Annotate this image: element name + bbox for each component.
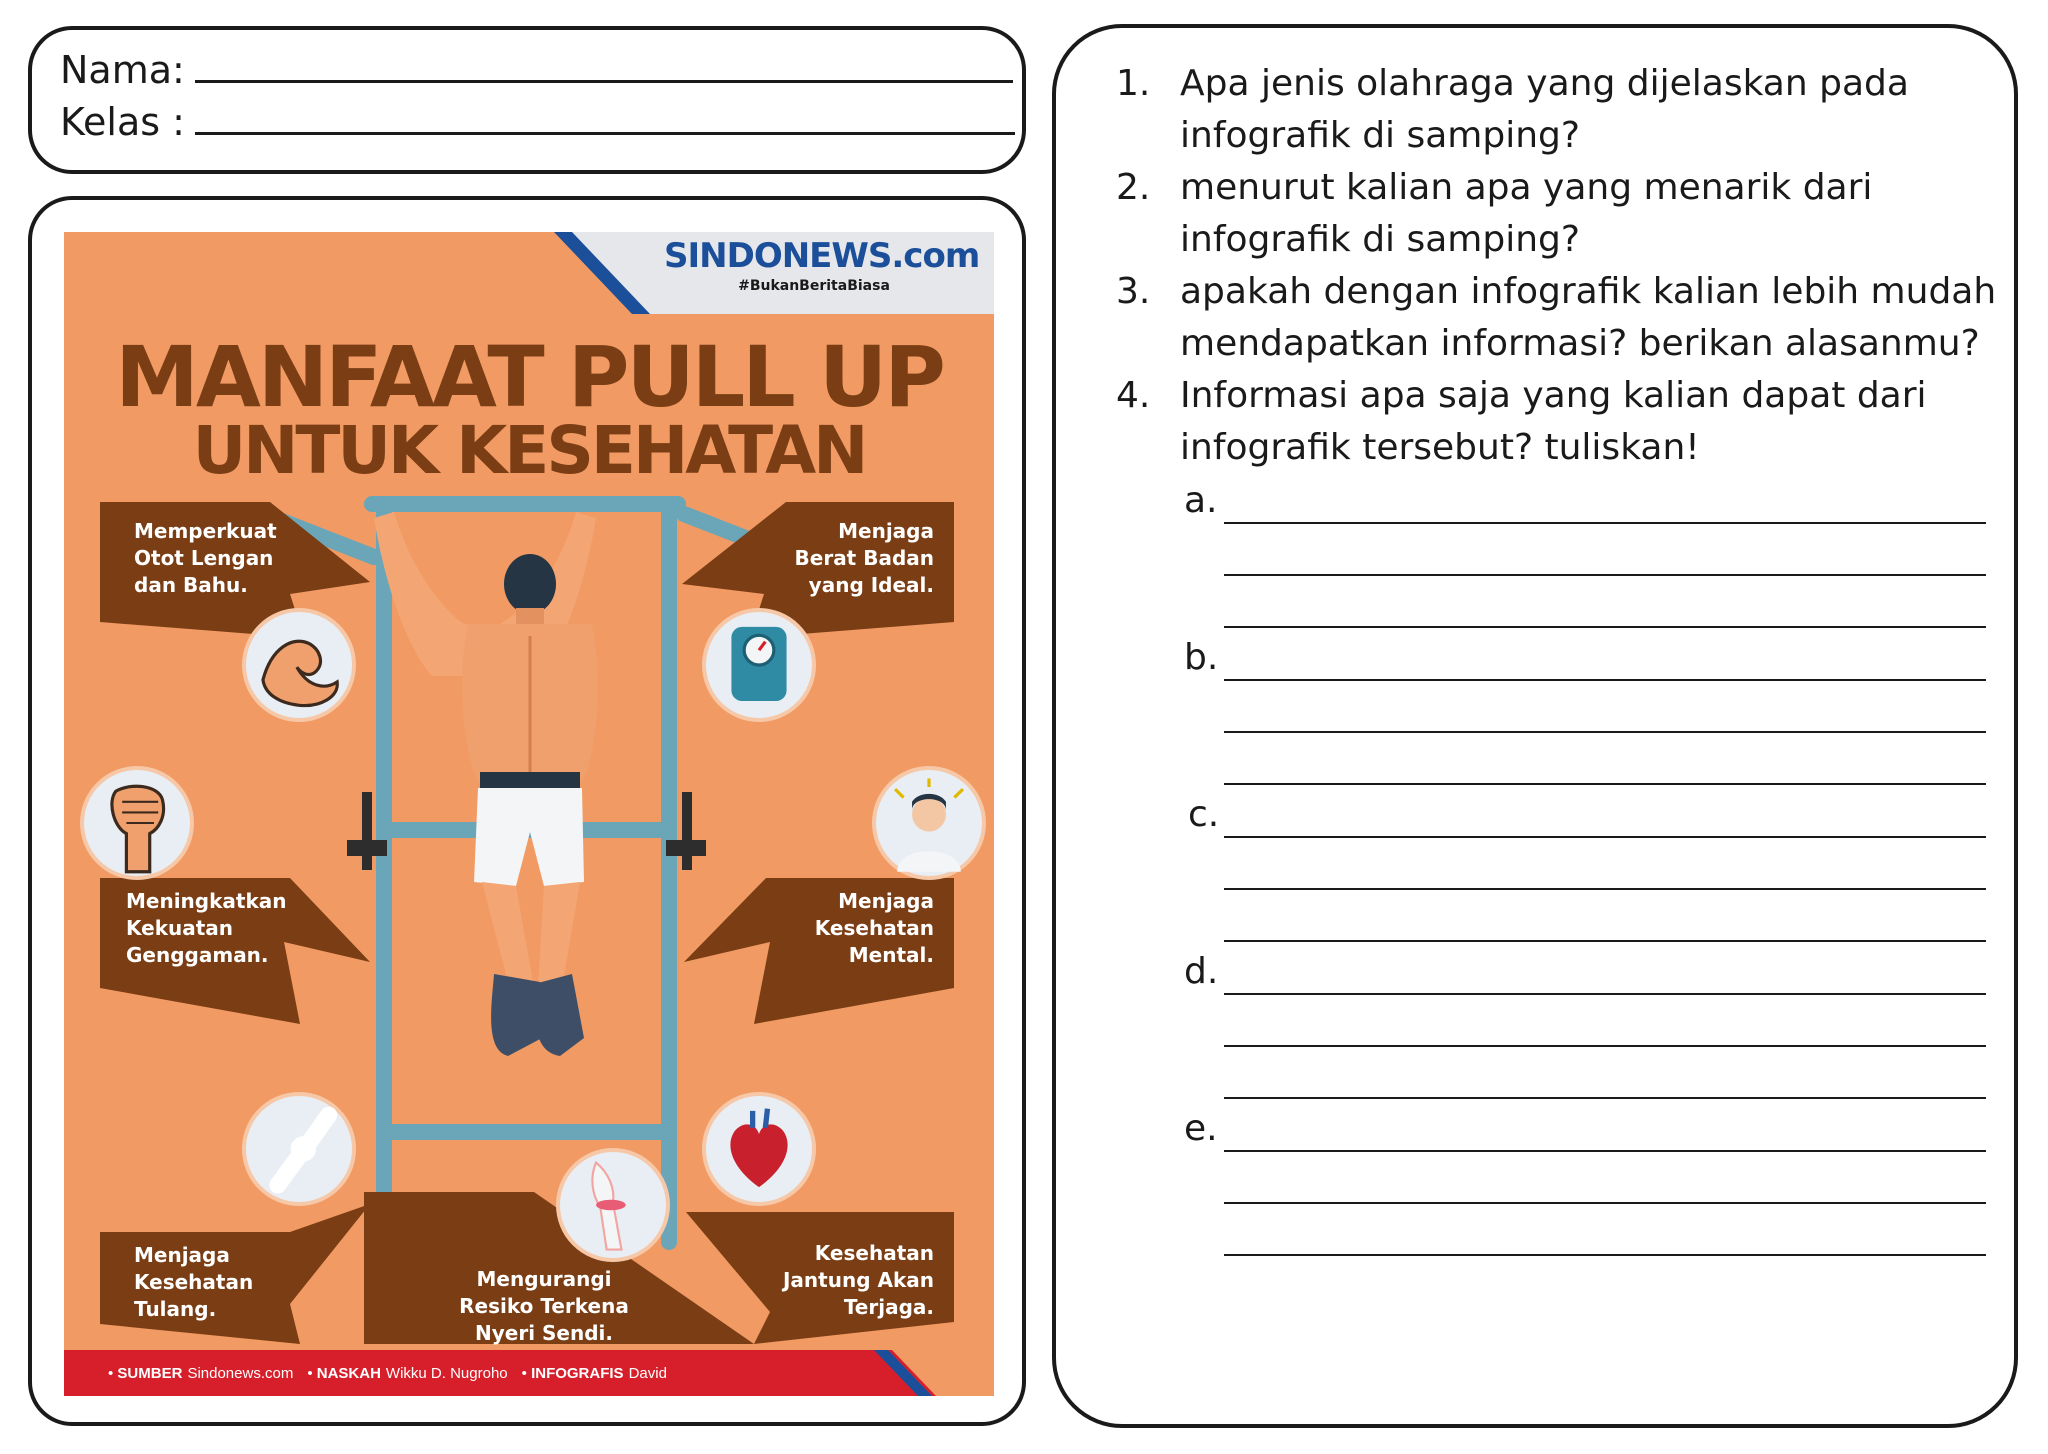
weighing-scale-icon (702, 608, 816, 722)
name-field-row (60, 48, 1013, 92)
answer-c-line-1[interactable] (1224, 836, 1986, 838)
infographic-title-line2: UNTUK KESEHATAN (192, 412, 866, 489)
name-field[interactable] (195, 80, 1013, 83)
answer-a-line-2[interactable] (1224, 574, 1986, 576)
knee-joint-icon (556, 1148, 670, 1262)
benefit-text-mental: Menjaga Kesehatan Mental. (814, 889, 934, 967)
answer-b-line-2[interactable] (1224, 731, 1986, 733)
footer-stripe (874, 1350, 994, 1396)
answer-c-line-3[interactable] (1224, 940, 1986, 942)
athlete-illustration (374, 512, 598, 1056)
question-3-number: 3. (1116, 271, 1151, 312)
question-1-number: 1. (1116, 63, 1151, 104)
answer-e-line-1[interactable] (1224, 1150, 1986, 1152)
answer-c-line-2[interactable] (1224, 888, 1986, 890)
benefit-text-weight: Menjaga Berat Badan yang Ideal. (794, 519, 934, 597)
bone-joint-icon (242, 1092, 356, 1206)
heart-icon (702, 1092, 816, 1206)
credit-designer: • INFOGRAFIS David (521, 1364, 667, 1382)
answer-a-label: a. (1184, 480, 1218, 521)
infographic-credits (64, 1350, 994, 1396)
name-label: Nama: (60, 48, 185, 92)
answer-b-label: b. (1184, 637, 1219, 678)
benefit-text-arm: Memperkuat Otot Lengan dan Bahu. (134, 519, 277, 597)
question-4-number: 4. (1116, 375, 1151, 416)
credit-writer: • NASKAH Wikku D. Nugroho (307, 1364, 508, 1382)
infographic (64, 232, 994, 1396)
answer-e-label: e. (1184, 1108, 1218, 1149)
answer-b-line-3[interactable] (1224, 783, 1986, 785)
answer-e-line-2[interactable] (1224, 1202, 1986, 1204)
answer-d-line-3[interactable] (1224, 1097, 1986, 1099)
answer-c-label: c. (1188, 794, 1220, 835)
answer-d-line-1[interactable] (1224, 993, 1986, 995)
benefit-text-heart: Kesehatan Jantung Akan Terjaga. (782, 1241, 934, 1319)
question-1-text: Apa jenis olahraga yang dijelaskan pada infografik di samping? (1180, 63, 1909, 156)
name-class-panel (28, 26, 1026, 174)
benefit-text-bone: Menjaga Kesehatan Tulang. (134, 1243, 254, 1321)
answer-a-line-1[interactable] (1224, 522, 1986, 524)
clenched-fist-icon (80, 766, 194, 880)
answer-d-line-2[interactable] (1224, 1045, 1986, 1047)
answer-d-label: d. (1184, 951, 1219, 992)
stressed-person-icon (872, 766, 986, 880)
question-2-number: 2. (1116, 167, 1151, 208)
answer-b-line-1[interactable] (1224, 679, 1986, 681)
answer-e-line-3[interactable] (1224, 1254, 1986, 1256)
infographic-panel (28, 196, 1026, 1426)
flexed-bicep-icon (242, 608, 356, 722)
brand-name: SINDONEWS.com (664, 236, 980, 276)
class-label: Kelas : (60, 100, 185, 144)
class-field[interactable] (195, 132, 1015, 135)
brand-logo (664, 236, 980, 294)
benefit-text-joint: Mengurangi Resiko Terkena Nyeri Sendi. (459, 1267, 629, 1345)
benefit-text-grip: Meningkatkan Kekuatan Genggaman. (126, 889, 287, 967)
question-3-text: apakah dengan infografik kalian lebih mudah mendapatkan informasi? berikan alasanmu? (1180, 271, 1997, 364)
credit-source: • SUMBER Sindonews.com (108, 1364, 294, 1382)
brand-tagline: #BukanBeritaBiasa (738, 278, 890, 294)
class-field-row (60, 100, 1015, 144)
questions-panel (1052, 24, 2018, 1428)
infographic-title-line1: MANFAAT PULL UP (115, 328, 943, 426)
answer-a-line-3[interactable] (1224, 626, 1986, 628)
question-4-text: Informasi apa saja yang kalian dapat dari infografik tersebut? tuliskan! (1180, 375, 1927, 468)
question-2-text: menurut kalian apa yang menarik dari infografik di samping? (1180, 167, 1873, 260)
